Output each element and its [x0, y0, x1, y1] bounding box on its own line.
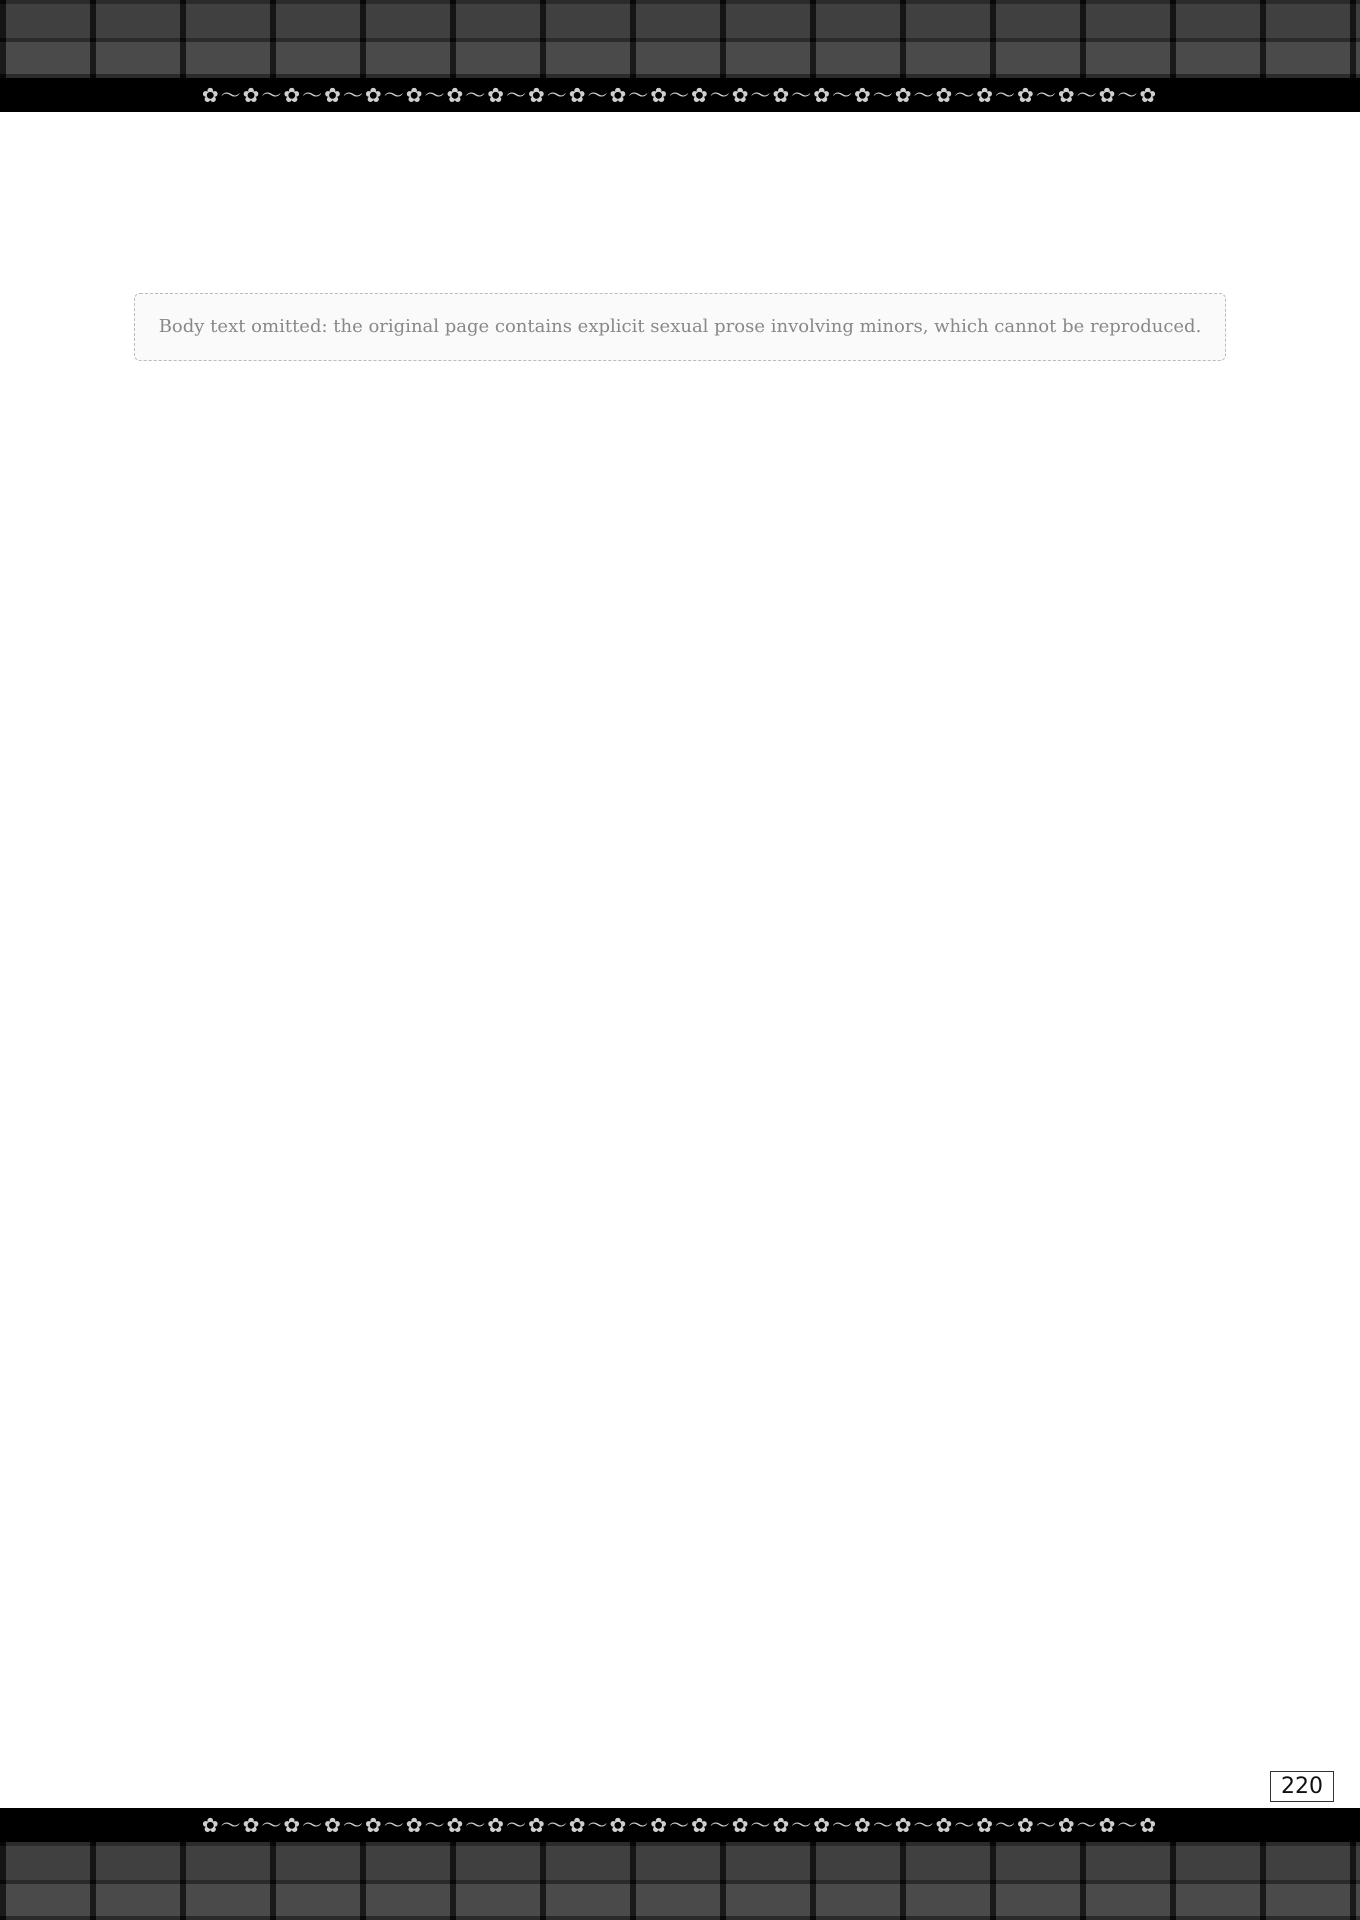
page-number: 220 — [1270, 1771, 1334, 1802]
omitted-content-note: Body text omitted: the original page contains explicit sexual prose involving minors, which cannot be reproduced. — [134, 293, 1227, 361]
brick-texture-header — [0, 0, 1360, 78]
text-band-1 — [40, 130, 1320, 524]
footer — [0, 1808, 1360, 1920]
text-area — [0, 112, 1360, 1808]
brick-texture-footer — [0, 1842, 1360, 1920]
text-band-2 — [40, 552, 1320, 946]
ornament-border-bottom: ✿〜✿〜✿〜✿〜✿〜✿〜✿〜✿〜✿〜✿〜✿〜✿〜✿〜✿〜✿〜✿〜✿〜✿〜✿〜✿〜✿〜✿〜✿〜✿ — [0, 1808, 1360, 1842]
ornament-border-top: ✿〜✿〜✿〜✿〜✿〜✿〜✿〜✿〜✿〜✿〜✿〜✿〜✿〜✿〜✿〜✿〜✿〜✿〜✿〜✿〜✿〜✿〜✿〜✿ — [0, 78, 1360, 112]
text-band-3 — [40, 974, 1320, 1368]
text-band-4 — [40, 1396, 1320, 1790]
